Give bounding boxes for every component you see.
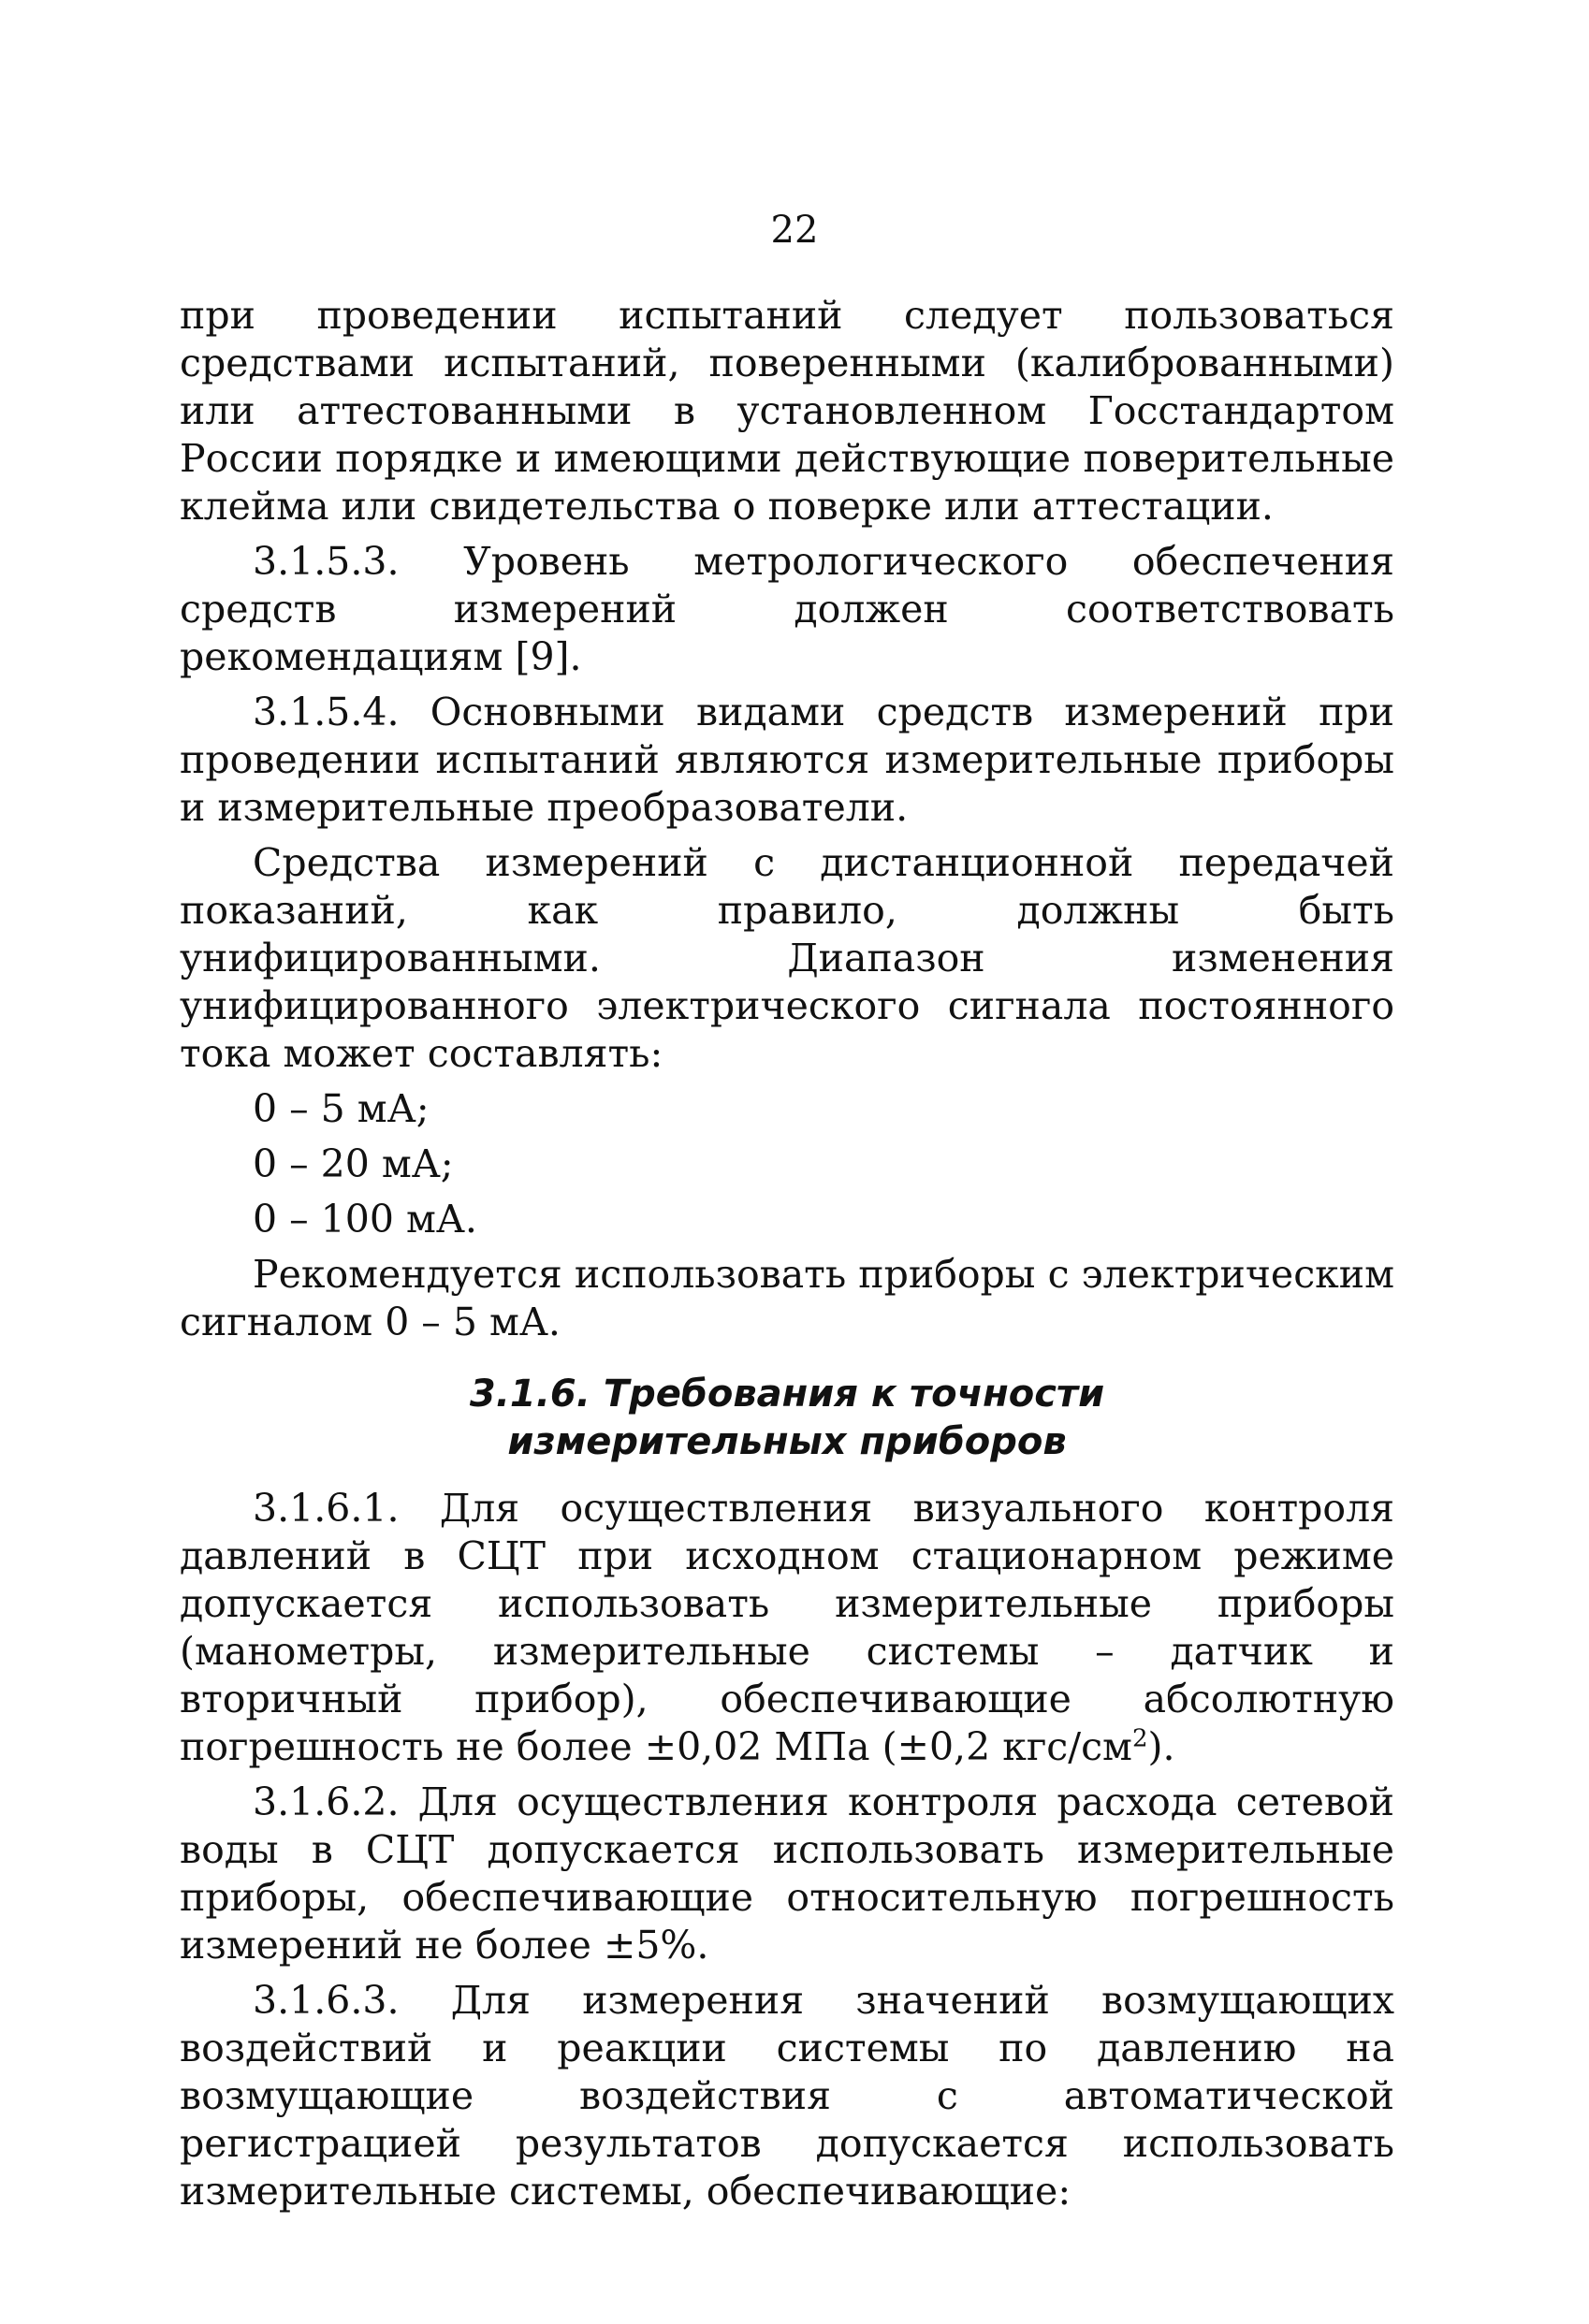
section-heading-line-2: измерительных приборов (507, 1420, 1067, 1463)
paragraph-3-1-6-1-tail: ). (1147, 1724, 1175, 1769)
paragraph-3-1-6-3: 3.1.6.3. Для измерения значений возмущающих воздействий и реакции системы по давлению на возмущающие воздействия с автоматической регистрацией результатов допускается использовать измерительные системы, обеспечивающие: (180, 1978, 1394, 2214)
section-heading (180, 1371, 1394, 1466)
paragraph-3-1-5-4: 3.1.5.4. Основными видами средств измерений при проведении испытаний являются измерительные приборы и измерительные преобразователи. (180, 690, 1394, 830)
body-text (180, 292, 1394, 2215)
paragraph-signal-range: Средства измерений с дистанционной передачей показаний, как правило, должны быть унифицированными. Диапазон изменения унифицированного электрического сигнала постоянного тока может составлять: (180, 840, 1394, 1076)
paragraph-3-1-5-3: 3.1.5.3. Уровень метрологического обеспечения средств измерений должен соответствовать рекомендациям [9]. (180, 539, 1394, 679)
page-number: 22 (770, 209, 819, 252)
paragraph-3-1-6-1 (180, 1485, 1394, 1771)
paragraph-continuation: при проведении испытаний следует пользоваться средствами испытаний, поверенными (калиброванными) или аттестованными в установленном Госстандартом России порядке и имеющими действующие поверительные клейма или свидетельства о поверке или аттестации. (180, 293, 1394, 529)
section-heading-line-1: 3.1.6. Требования к точности (469, 1373, 1105, 1416)
paragraph-3-1-6-1-text: 3.1.6.1. Для осуществления визуального контроля давлений в СЦТ при исходном стационарном режиме допускается использовать измерительные приборы (манометры, измерительные системы – датчик и вторичный прибор), обеспечивающие абсолютную погрешность не более ±0,02 МПа (±0,2 кгс/см (180, 1486, 1394, 1769)
range-item-3: 0 – 100 мА. (253, 1197, 477, 1242)
superscript-2: 2 (1131, 1724, 1148, 1753)
paragraph-3-1-6-2: 3.1.6.2. Для осуществления контроля расхода сетевой воды в СЦТ допускается использовать измерительные приборы, обеспечивающие относительную погрешность измерений не более ±5%. (180, 1779, 1394, 1968)
range-item-1: 0 – 5 мА; (253, 1086, 430, 1131)
paragraph-recommendation: Рекомендуется использовать приборы с электрическим сигналом 0 – 5 мА. (180, 1252, 1394, 1344)
range-item-2: 0 – 20 мА; (253, 1141, 454, 1186)
